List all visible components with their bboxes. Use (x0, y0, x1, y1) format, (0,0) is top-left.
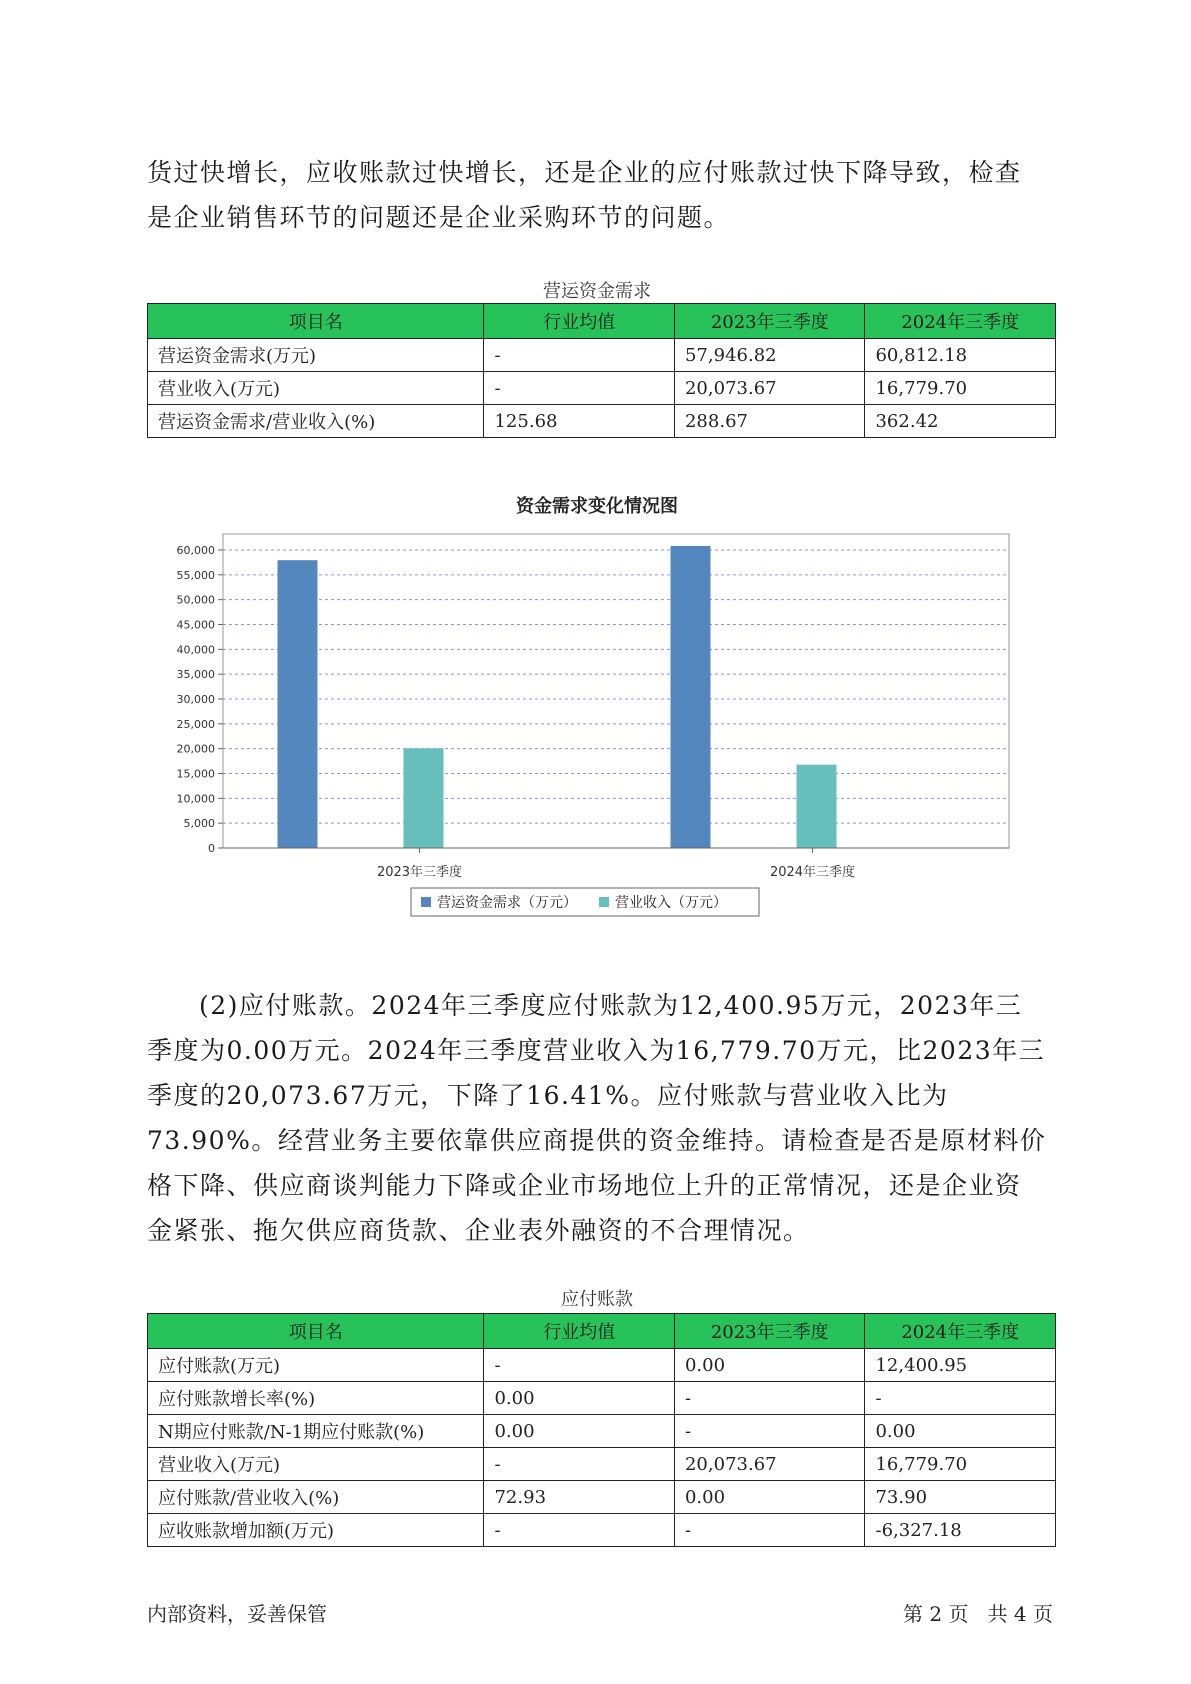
table-cell: 营运资金需求/营业收入(%) (148, 405, 484, 438)
table-cell: - (674, 1382, 865, 1415)
y-tick-label: 45,000 (176, 618, 215, 632)
capital-demand-chart (147, 490, 1047, 940)
accounts-payable-paragraph (147, 983, 1047, 1253)
legend-label: 营运资金需求（万元） (437, 895, 577, 911)
table-cell: 57,946.82 (674, 339, 865, 372)
table-cell: 20,073.67 (674, 372, 865, 405)
y-tick-label: 35,000 (176, 668, 215, 682)
table-cell: 16,779.70 (865, 372, 1056, 405)
footer-page-number: 第 2 页 共 4 页 (903, 1602, 1053, 1626)
table-cell: -6,327.18 (865, 1514, 1056, 1547)
y-tick-label: 0 (208, 842, 215, 855)
table-cell: 0.00 (865, 1415, 1056, 1448)
table-row (148, 1349, 1056, 1382)
table-cell: 12,400.95 (865, 1349, 1056, 1382)
intro-text: 货过快增长，应收账款过快增长，还是企业的应付账款过快下降导致，检查是企业销售环节的问题还是企业采购环节的问题。 (147, 158, 1022, 232)
table-header-cell: 2023年三季度 (674, 1314, 865, 1349)
table-cell: 125.68 (484, 405, 675, 438)
table2-caption: 应付账款 (561, 1289, 633, 1310)
table1-caption: 营运资金需求 (543, 281, 651, 302)
table-cell: 0.00 (674, 1481, 865, 1514)
table-row (148, 1415, 1056, 1448)
table-header-cell: 行业均值 (484, 304, 675, 339)
y-tick-label: 15,000 (176, 767, 215, 781)
chart-bar (797, 765, 837, 848)
y-tick-label: 10,000 (176, 792, 215, 806)
table-cell: - (674, 1514, 865, 1547)
table-cell: 应付账款(万元) (148, 1349, 484, 1382)
paragraph-text: (2)应付账款。2024年三季度应付账款为12,400.95万元，2023年三季度为0.00万元。2024年三季度营业收入为16,779.70万元，比2023年三季度的20,073.67万元，下降了16.41%。应付账款与营业收入比为73.90%。经营业务主要依靠供应商提供的资金维持。请检查是否是原材料价格下降、供应商谈判能力下降或企业市场地位上升的正常情况，还是企业资金紧张、拖欠供应商货款、企业表外融资的不合理情况。 (147, 991, 1047, 1245)
table-row (148, 405, 1056, 438)
table-row (148, 339, 1056, 372)
y-tick-label: 30,000 (176, 693, 215, 706)
table-cell: 16,779.70 (865, 1448, 1056, 1481)
chart-x-axis (223, 848, 1009, 880)
table-cell: - (484, 1349, 675, 1382)
table-row (148, 1448, 1056, 1481)
table-cell: 0.00 (484, 1415, 675, 1448)
table-cell: - (484, 1514, 675, 1547)
accounts-payable-table (147, 1313, 1056, 1547)
y-tick-label: 20,000 (176, 742, 215, 756)
table-cell: - (674, 1415, 865, 1448)
table-cell: 应付账款/营业收入(%) (148, 1481, 484, 1514)
table-cell: 0.00 (484, 1382, 675, 1415)
table-cell: N期应付账款/N-1期应付账款(%) (148, 1415, 484, 1448)
y-tick-label: 50,000 (176, 593, 215, 607)
y-tick-label: 25,000 (176, 717, 215, 731)
table-row (148, 1514, 1056, 1547)
legend-swatch (421, 897, 431, 907)
table-cell: 营业收入(万元) (148, 1448, 484, 1481)
plot-frame (223, 534, 1009, 848)
table-cell: - (865, 1382, 1056, 1415)
table-cell: - (484, 372, 675, 405)
table-header-cell: 行业均值 (484, 1314, 675, 1349)
table-cell: 288.67 (674, 405, 865, 438)
y-tick-label: 40,000 (176, 643, 215, 657)
chart-bar (404, 748, 444, 848)
table-header-cell: 2024年三季度 (865, 1314, 1056, 1349)
y-tick-label: 5,000 (183, 817, 215, 831)
table-header-row (148, 1314, 1056, 1349)
y-tick-label: 55,000 (176, 568, 215, 582)
table-header-cell: 2023年三季度 (674, 304, 865, 339)
chart-gridlines (223, 534, 1009, 848)
table-cell: 营业收入(万元) (148, 372, 484, 405)
legend-label: 营业收入（万元） (615, 895, 727, 911)
chart-title: 资金需求变化情况图 (516, 496, 678, 517)
table-cell: 营运资金需求(万元) (148, 339, 484, 372)
bar-chart-svg (147, 490, 1047, 940)
working-capital-table (147, 303, 1056, 438)
chart-bar (278, 560, 318, 848)
table-cell: 0.00 (674, 1349, 865, 1382)
table-cell: 应付账款增长率(%) (148, 1382, 484, 1415)
table-cell: 73.90 (865, 1481, 1056, 1514)
table-cell: 72.93 (484, 1481, 675, 1514)
table-cell: 362.42 (865, 405, 1056, 438)
table-header-cell: 项目名 (148, 1314, 484, 1349)
table-row (148, 1481, 1056, 1514)
table-header-cell: 2024年三季度 (865, 304, 1056, 339)
legend-swatch (599, 897, 609, 907)
table-cell: 60,812.18 (865, 339, 1056, 372)
table-cell: - (484, 1448, 675, 1481)
x-tick-label: 2023年三季度 (376, 865, 463, 880)
table-cell: 20,073.67 (674, 1448, 865, 1481)
table-row (148, 1382, 1056, 1415)
footer-confidential-note: 内部资料，妥善保管 (147, 1602, 327, 1626)
intro-paragraph (147, 150, 1047, 240)
table-cell: - (484, 339, 675, 372)
chart-y-axis (177, 544, 224, 855)
chart-bar (671, 546, 711, 848)
table-row (148, 372, 1056, 405)
table-header-cell: 项目名 (148, 304, 484, 339)
table-header-row (148, 304, 1056, 339)
table-cell: 应收账款增加额(万元) (148, 1514, 484, 1547)
x-tick-label: 2024年三季度 (769, 865, 856, 880)
chart-legend (411, 888, 759, 916)
y-tick-label: 60,000 (176, 544, 215, 557)
